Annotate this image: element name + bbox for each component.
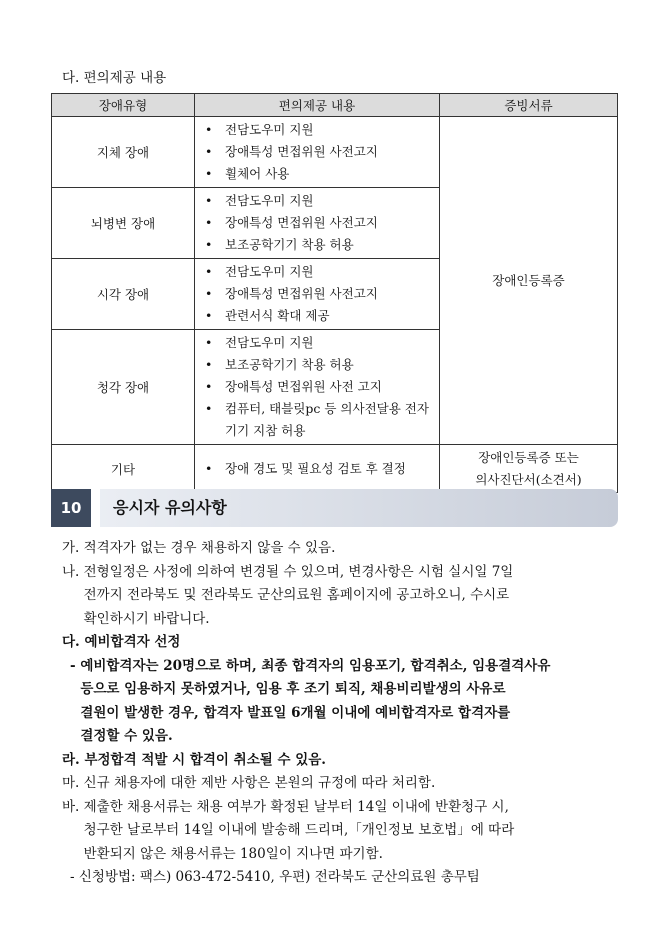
table-row — [52, 117, 618, 188]
note-subitem — [62, 655, 622, 749]
note-line: 확인하시기 바랍니다. — [83, 610, 210, 627]
note-item — [62, 561, 622, 632]
section-heading-band — [51, 489, 618, 527]
note-marker: 라. — [62, 751, 80, 768]
table-header-row — [52, 94, 618, 117]
list-item: • 전담도우미 지원 — [203, 261, 439, 283]
list-item: • 관련서식 확대 제공 — [203, 305, 439, 327]
accommodation-list-cell — [195, 259, 440, 330]
note-text — [84, 561, 622, 632]
list-item: • 장애특성 면접위원 사전고지 — [203, 283, 439, 305]
note-line: 전형일정은 사정에 의하여 변경될 수 있으며, 변경사항은 시험 실시일 7일 — [83, 563, 514, 580]
list-item: • 장애 경도 및 필요성 검토 후 결정 — [203, 458, 439, 480]
list-item: • 전담도우미 지원 — [203, 332, 439, 354]
list-item: • 장애특성 면접위원 사전고지 — [203, 141, 439, 163]
note-marker: - — [70, 869, 75, 885]
note-item — [62, 631, 622, 655]
documents-cell-other — [440, 445, 618, 493]
note-line: 반환되지 않은 채용서류는 180일이 지나면 파기함. — [83, 845, 383, 862]
note-line: 제출한 채용서류는 채용 여부가 확정된 날부터 14일 이내에 반환청구 시, — [83, 798, 509, 815]
note-marker: 바. — [62, 798, 80, 815]
documents-line: 장애인등록증 또는 — [478, 449, 579, 465]
disability-type: 기타 — [52, 445, 195, 493]
note-item — [62, 537, 622, 561]
section-heading: 응시자 유의사항 — [113, 498, 227, 517]
accommodation-list-cell — [195, 117, 440, 188]
documents-line: 의사진단서(소견서) — [475, 471, 582, 487]
note-text: 예비합격자 선정 — [84, 634, 181, 650]
documents-cell: 장애인등록증 — [440, 117, 618, 445]
note-line: 예비합격자는 20명으로 하며, 최종 합격자의 임용포기, 합격취소, 임용결격사유 — [80, 657, 551, 674]
list-item: • 휠체어 사용 — [203, 163, 439, 185]
note-text: 적격자가 없는 경우 채용하지 않을 수 있음. — [83, 540, 336, 556]
section-title: 다. 편의제공 내용 — [62, 70, 167, 86]
note-item — [62, 749, 622, 773]
note-line: 등으로 임용하지 못하였거나, 임용 후 조기 퇴직, 채용비리발생의 사유로 — [80, 681, 506, 697]
note-marker: - — [70, 657, 76, 674]
note-text — [80, 655, 622, 749]
table-row — [52, 445, 618, 493]
note-text: 신청방법: 팩스) 063-472-5410, 우편) 전라북도 군산의료원 총무팀 — [78, 869, 480, 885]
list-item: • 장애특성 면접위원 사전고지 — [203, 212, 439, 234]
header-accommodation: 편의제공 내용 — [195, 94, 440, 117]
note-marker: 나. — [62, 563, 80, 580]
note-marker: 다. — [62, 634, 80, 650]
header-documents: 증빙서류 — [440, 94, 618, 117]
notes-list — [62, 537, 622, 890]
note-item — [62, 772, 622, 796]
accommodation-table — [51, 93, 618, 493]
note-subitem — [62, 866, 622, 890]
note-text — [84, 796, 622, 867]
list-item: • 장애특성 면접위원 사전 고지 — [203, 376, 439, 398]
list-item: • 보조공학기기 착용 허용 — [203, 354, 439, 376]
note-line: 청구한 날로부터 14일 이내에 발송해 드리며,「개인정보 보호법」에 따라 — [83, 822, 515, 838]
note-text: 신규 채용자에 대한 제반 사항은 본원의 규정에 따라 처리함. — [83, 775, 436, 791]
header-disability-type: 장애유형 — [52, 94, 195, 117]
note-line: 결원이 발생한 경우, 합격자 발표일 6개월 이내에 예비합격자로 합격자를 — [80, 704, 511, 721]
accommodation-list-cell — [195, 330, 440, 445]
disability-type: 뇌병변 장애 — [52, 188, 195, 259]
disability-type: 청각 장애 — [52, 330, 195, 445]
note-marker: 마. — [62, 775, 80, 791]
list-item: • 보조공학기기 착용 허용 — [203, 234, 439, 256]
note-marker: 가. — [62, 540, 80, 556]
note-item — [62, 796, 622, 867]
disability-type: 지체 장애 — [52, 117, 195, 188]
list-item: • 전담도우미 지원 — [203, 190, 439, 212]
list-item: • 컴퓨터, 태블릿pc 등 의사전달용 전자기기 지참 허용 — [203, 398, 439, 442]
note-line: 전까지 전라북도 및 전라북도 군산의료원 홈페이지에 공고하오니, 수시로 — [83, 587, 510, 603]
accommodation-list-cell — [195, 188, 440, 259]
note-text: 부정합격 적발 시 합격이 취소될 수 있음. — [84, 751, 327, 768]
accommodation-list-cell — [195, 445, 440, 493]
note-line: 결정할 수 있음. — [80, 728, 173, 744]
disability-type: 시각 장애 — [52, 259, 195, 330]
list-item: • 전담도우미 지원 — [203, 119, 439, 141]
section-number: 10 — [51, 489, 91, 527]
